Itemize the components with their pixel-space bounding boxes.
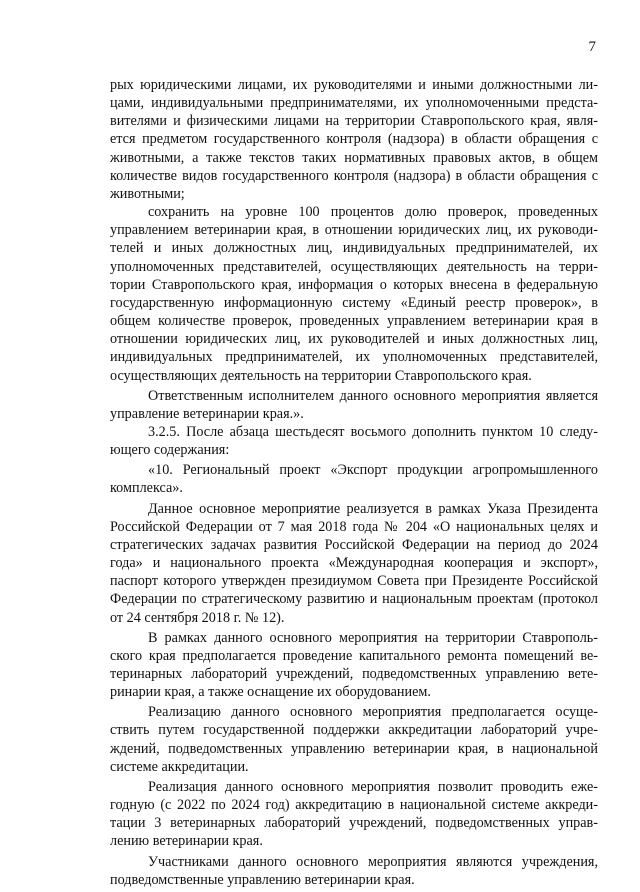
- paragraph: Реализация данного основного мероприятия позволит проводить ежегодную (с 2022 по 2024 год) аккредитацию в национальной системе аккредитации 3 ветеринарных лабораторий учреждений, подведомственных управлению ветеринарии края.: [110, 778, 598, 850]
- paragraph: В рамках данного основного мероприятия на территории Ставропольского края предполагается проведение капитального ремонта помещений ветеринарных лабораторий учреждений, подведомственных управлению ветеринарии края, а также оснащение их оборудованием.: [110, 629, 598, 701]
- paragraph: «10. Региональный проект «Экспорт продукции агропромышленного комплекса».: [110, 462, 598, 497]
- paragraph: Реализацию данного основного мероприятия предполагается осуществить путем государственной поддержки аккредитации лабораторий учреждений, подведомственных управлению ветеринарии края, в национальной системе аккредитации.: [110, 704, 598, 775]
- paragraph-continuation: рых юридическими лицами, их руководителями и иными должностными лицами, индивидуальными предпринимателями, их уполномоченными представителями и физическими лицами на территории Ставропольского края, является предметом государственного контроля (надзора) в области обращения с животными, а также текстов таких нормативных правовых актов, в общем количестве видов государственного контроля (надзора) в области обращения с животными;: [110, 77, 598, 202]
- document-body: [110, 76, 598, 889]
- paragraph: Данное основное мероприятие реализуется в рамках Указа Президента Российской Федерации от 7 мая 2018 года № 204 «О национальных целях и стратегических задачах развития Российской Федерации на период до 2024 года» и национального проекта «Международная кооперация и экспорт», паспорт которого утвержден президиумом Совета при Президенте Российской Федерации по стратегическому развитию и национальным проектам (протокол от 24 сентября 2018 г. № 12).: [110, 500, 598, 626]
- paragraph: сохранить на уровне 100 процентов долю проверок, проведенных управлением ветеринарии края, в отношении юридических лиц, их руководителей и иных должностных лиц, индивидуальных предпринимателей, их уполномоченных представителей, осуществляющих деятельность на территории Ставропольского края, информация о которых внесена в федеральную государственную информационную систему «Единый реестр проверок», в общем количестве проверок, проведенных управлением ветеринарии края в отношении юридических лиц, их руководителей и иных должностных лиц, индивидуальных предпринимателей, их уполномоченных представителей, осуществляющих деятельность на территории Ставропольского края.: [110, 204, 598, 384]
- paragraph: Ответственным исполнителем данного основного мероприятия является управление ветеринарии края.».: [110, 387, 598, 422]
- paragraph: 3.2.5. После абзаца шестьдесят восьмого дополнить пунктом 10 следующего содержания:: [110, 423, 598, 459]
- paragraph: Участниками данного основного мероприятия являются учреждения, подведомственные управлению ветеринарии края.: [110, 853, 598, 888]
- page-number: 7: [588, 39, 596, 55]
